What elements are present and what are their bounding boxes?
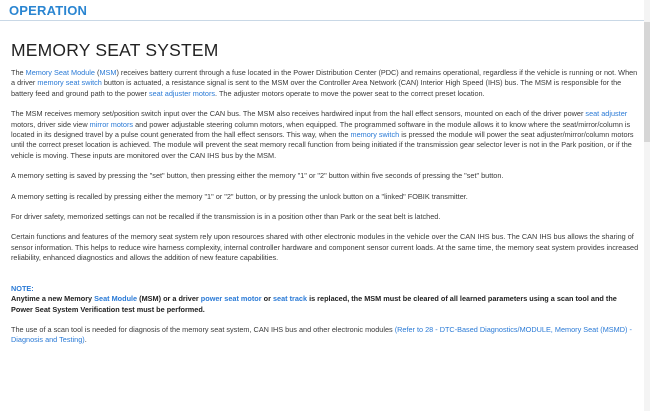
page-title: MEMORY SEAT SYSTEM [11, 40, 219, 60]
paragraph-driver-safety: For driver safety, memorized settings can not be recalled if the transmission is in a position other than Park or the seat belt is latched. [11, 212, 441, 222]
text: ) receives battery current through a fuse located in the Power Distribution Center (PDC) and remains operational, regardless if the vehicle is running or not. When a driver [11, 68, 638, 88]
text: or [261, 294, 273, 304]
memory-switch-link[interactable]: memory switch [350, 130, 400, 140]
section-header [0, 0, 650, 21]
diagnosis-testing-link[interactable]: (Refer to 28 - DTC-Based Diagnostics/MODULE, Memory Seat (MSMD) - Diagnosis and Testing) [11, 324, 632, 345]
note-block [11, 284, 639, 315]
section-title: OPERATION [9, 3, 88, 18]
mirror-motors-link[interactable]: mirror motors [89, 119, 134, 129]
text: The MSM receives memory set/position switch input over the CAN bus. The MSM also receives hardwired input from the hall effect sensors, mounted on each of the driver power [11, 109, 586, 119]
paragraph-msm-inputs [11, 109, 639, 161]
note-label: NOTE: [11, 283, 34, 293]
paragraph-shared-resources: Certain functions and features of the memory seat system rely upon resources shared with other electronic modules in the vehicle over the CAN IHS bus. The CAN IHS bus allows the sharing of sensor information. This helps to reduce wire harness complexity, internal controller hardware and component sensor current loads. At the same time, the memory seat system provides increased reliability, enhanced diagnostics and allows the addition of new feature capabilities. [11, 232, 639, 263]
article-content [11, 40, 639, 356]
paragraph-save-setting: A memory setting is saved by pressing the "set" button, then pressing either the memory "1" or "2" button within five seconds of pressing the "set" button. [11, 171, 504, 181]
text: motors, driver side view [11, 119, 90, 129]
text: ( [94, 68, 100, 77]
scrollbar-thumb[interactable] [644, 22, 650, 142]
memory-seat-module-link[interactable]: Memory Seat Module [25, 68, 95, 77]
text: and power adjustable steering column motors, when equipped. The programmed software in the module allows it to know where the seat/mirror/column is located in its designed travel by a pulse count generated from the hall effect sensors. This way, when the [11, 119, 631, 140]
paragraph-scan-tool [11, 325, 639, 346]
msm-link[interactable]: MSM [99, 68, 117, 77]
text: The [11, 68, 26, 77]
seat-track-link[interactable]: seat track [272, 294, 308, 304]
paragraph-recall-setting: A memory setting is recalled by pressing either the memory "1" or "2" button, or by pressing the unlock button on a "linked" FOBIK transmitter. [11, 191, 468, 201]
text: (MSM) or a driver [137, 294, 201, 304]
text: . [84, 335, 87, 345]
text: is pressed the module will power the seat adjuster/mirror/column motors until the correct preset location is achieved. The module will prevent the seat memory recall function from being initiated if the transmission gear selector lever is not in the Park position, or if the vehicle is moving. These inputs are monitored over the CAN IHS bus by the MSM. [11, 130, 634, 160]
seat-adjuster-motors-link[interactable]: seat adjuster motors [148, 88, 216, 98]
power-seat-motor-link[interactable]: power seat motor [200, 294, 262, 304]
seat-adjuster-link[interactable]: seat adjuster [585, 109, 628, 119]
text: Anytime a new Memory [11, 294, 95, 304]
text: . The adjuster motors operate to move the power seat to the correct preset location. [215, 88, 485, 98]
text: button is actuated, a resistance signal is sent to the MSM over the Controller Area Network (CAN) Interior High Speed (IHS) bus. The MSM is responsible for the battery feed and ground path to the power [11, 78, 622, 98]
note-text [11, 294, 639, 315]
paragraph-msm-power [11, 68, 639, 99]
seat-module-link[interactable]: Seat Module [94, 294, 138, 304]
scrollbar[interactable] [644, 0, 650, 411]
text: The use of a scan tool is needed for diagnosis of the memory seat system, CAN IHS bus and other electronic modules [11, 324, 395, 334]
memory-seat-switch-link[interactable]: memory seat switch [37, 78, 102, 88]
text: is replaced, the MSM must be cleared of all learned parameters using a scan tool and the Power Seat System Verification test must be performed. [11, 294, 617, 314]
